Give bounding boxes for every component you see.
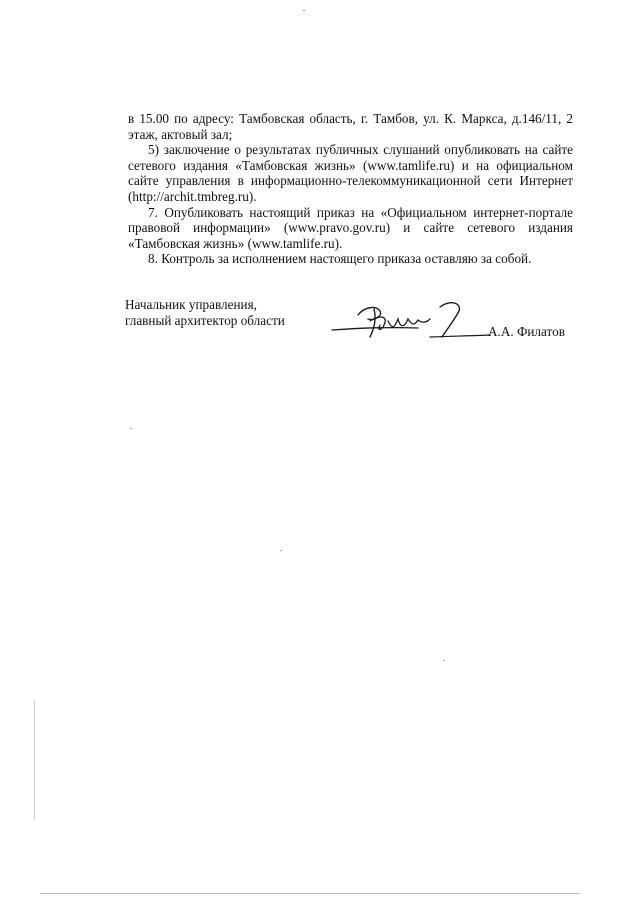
scan-speck — [443, 660, 445, 661]
paragraph-address-continuation: в 15.00 по адресу: Тамбовская область, г. Тамбов, ул. К. Маркса, д.146/11, 2 этаж, актовый зал; — [128, 111, 573, 142]
signer-position — [125, 297, 345, 329]
signer-position-line-2: главный архитектор области — [125, 313, 285, 328]
handwritten-signature — [330, 297, 500, 342]
paragraph-item-8: 8. Контроль за исполнением настоящего приказа оставляю за собой. — [148, 251, 532, 267]
document-body — [128, 111, 573, 267]
scan-speck — [303, 10, 305, 11]
paragraph-item-5: 5) заключение о результатах публичных слушаний опубликовать на сайте сетевого издания «Тамбовская жизнь» (www.tamlife.ru) и на официальном сайте управления в информационно-телекоммуникационной сети Интернет (http://archit.tmbreg.ru). — [128, 142, 573, 204]
scan-speck — [130, 428, 132, 429]
scan-edge-line — [40, 893, 580, 894]
scan-speck — [280, 550, 282, 551]
signer-name: А.А. Филатов — [488, 324, 565, 339]
signer-position-line-1: Начальник управления, — [125, 297, 257, 312]
paragraph-item-7: 7. Опубликовать настоящий приказ на «Официальном интернет-портале правовой информации» (www.pravo.gov.ru) и сайте сетевого издания «Тамбовская жизнь» (www.tamlife.ru). — [128, 204, 573, 251]
signature-block — [125, 297, 575, 347]
scan-edge-mark — [34, 700, 35, 820]
